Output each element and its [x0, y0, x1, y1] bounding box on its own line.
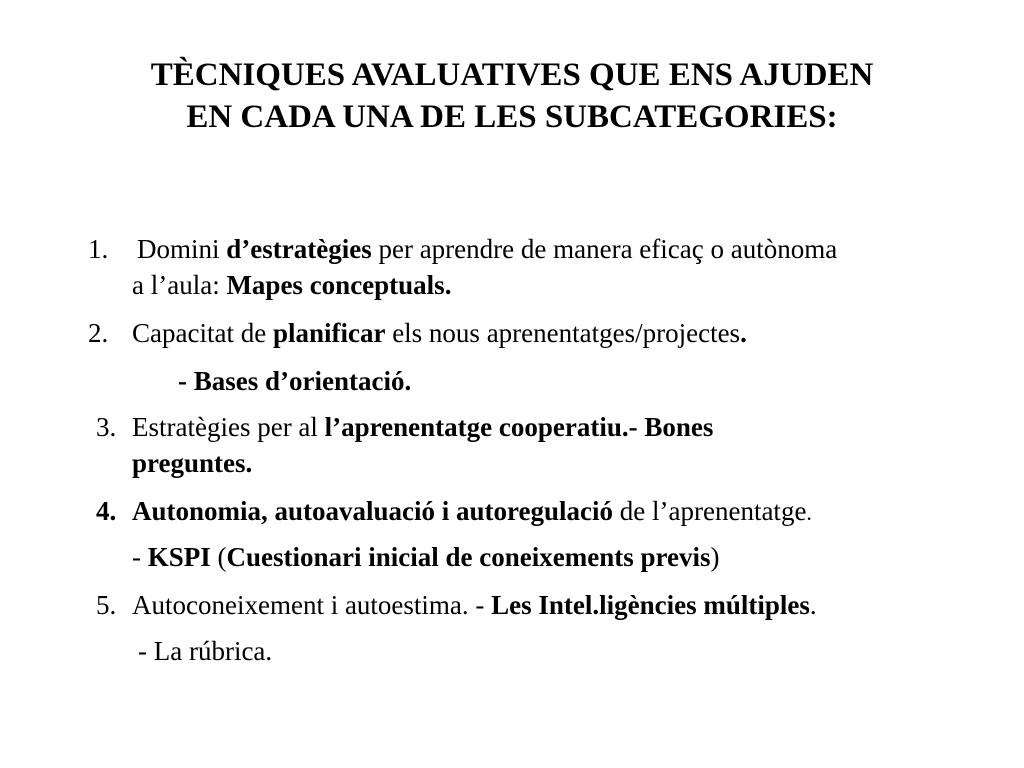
item-1-text-cont: per aprendre de manera eficaç o autònoma: [371, 234, 838, 264]
item-4-text: de l’aprenentatge: [613, 496, 807, 526]
item-4-bold: Autonomia, autoavaluació i autoregulació: [132, 496, 614, 526]
item-1-bold: d’estratègies: [226, 234, 372, 264]
title-line-1: TÈCNIQUES AVALUATIVES QUE ENS AJUDEN: [150, 57, 874, 93]
item-4-paren-open: (: [210, 542, 227, 572]
item-1-number: 1.: [88, 234, 109, 264]
item-3-line-2: preguntes.: [132, 448, 253, 478]
item-5-bold: Les Intel.ligències múltiples: [491, 590, 810, 620]
item-4-period: .: [806, 500, 812, 525]
item-4-paren-close: ): [710, 542, 720, 572]
item-4-cuestionari: Cuestionari inicial de coneixements previs: [226, 542, 711, 572]
item-5-number: 5.: [96, 590, 117, 620]
item-4-sub: [132, 540, 720, 574]
item-3-text: Estratègies per al: [132, 412, 325, 442]
item-3-line-1: [96, 410, 713, 444]
item-2-text-cont: els nous aprenentatges/projectes: [385, 318, 741, 348]
item-2-line: [88, 316, 747, 350]
item-2-period: .: [740, 318, 747, 348]
item-5-line: [96, 588, 817, 622]
item-1-line-2: [132, 268, 451, 302]
item-5-period: .: [809, 590, 817, 620]
item-2-text: Capacitat de: [132, 318, 273, 348]
title-line-2: EN CADA UNA DE LES SUBCATEGORIES:: [186, 99, 838, 135]
item-1-line-1: [88, 232, 837, 266]
item-4-number: 4.: [96, 496, 117, 526]
item-1-text-2: a l’aula:: [132, 270, 227, 300]
item-5-sub: - La rúbrica.: [138, 636, 273, 666]
item-3-bold: l’aprenentatge cooperatiu.- Bones: [324, 412, 714, 442]
item-2-sub: - Bases d’orientació.: [178, 366, 412, 396]
item-1-mapes: Mapes conceptuals.: [226, 270, 452, 300]
slide-title: [0, 54, 1024, 138]
item-2-number: 2.: [88, 318, 109, 348]
item-4-line: [96, 494, 812, 530]
item-4-sub-dash: -: [132, 542, 148, 572]
item-2-bold: planificar: [272, 318, 386, 348]
item-3-number: 3.: [96, 412, 117, 442]
item-4-kspi: KSPI: [147, 542, 211, 572]
item-5-text: Autoconeixement i autoestima. -: [132, 590, 492, 620]
item-1-text: Domini: [137, 234, 227, 264]
